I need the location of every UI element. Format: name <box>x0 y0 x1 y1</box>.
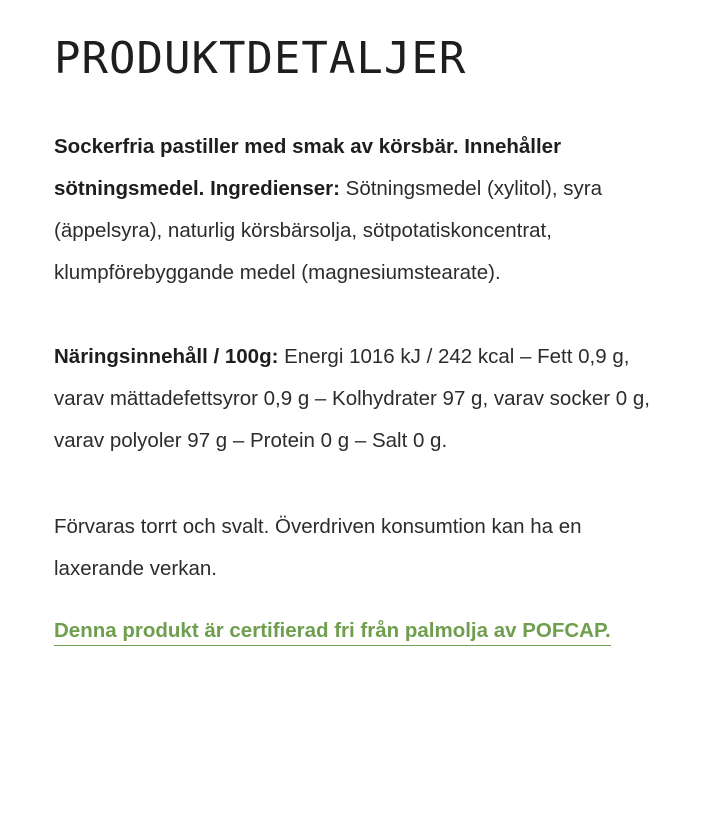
product-intro: Sockerfria pastiller med smak av körsbär. Innehåller sötningsmedel. <box>54 135 562 200</box>
section-heading: PRODUKTDETALJER <box>54 33 467 84</box>
ingredients-label: Ingredienser: <box>210 177 340 200</box>
nutrition-label: Näringsinnehåll / 100g: <box>54 345 279 368</box>
certification-paragraph <box>54 610 654 652</box>
storage-paragraph <box>54 506 654 590</box>
storage-text: Förvaras torrt och svalt. Överdriven konsumtion kan ha en laxerande verkan. <box>54 515 582 580</box>
ingredients-text: Sötningsmedel (xylitol), syra (äppelsyra), naturlig körsbärsolja, sötpotatiskoncentrat, klumpförebyggande medel (magnesiumstearate). <box>54 177 602 284</box>
nutrition-paragraph <box>54 336 654 462</box>
nutrition-text: Energi 1016 kJ / 242 kcal – Fett 0,9 g, varav mättadefettsyror 0,9 g – Kolhydrater 97 g, varav socker 0 g, varav polyoler 97 g – Protein 0 g – Salt 0 g. <box>54 345 650 452</box>
ingredients-paragraph <box>54 126 654 294</box>
palm-oil-certification-link[interactable]: Denna produkt är certifierad fri från palmolja av POFCAP. <box>54 619 611 646</box>
